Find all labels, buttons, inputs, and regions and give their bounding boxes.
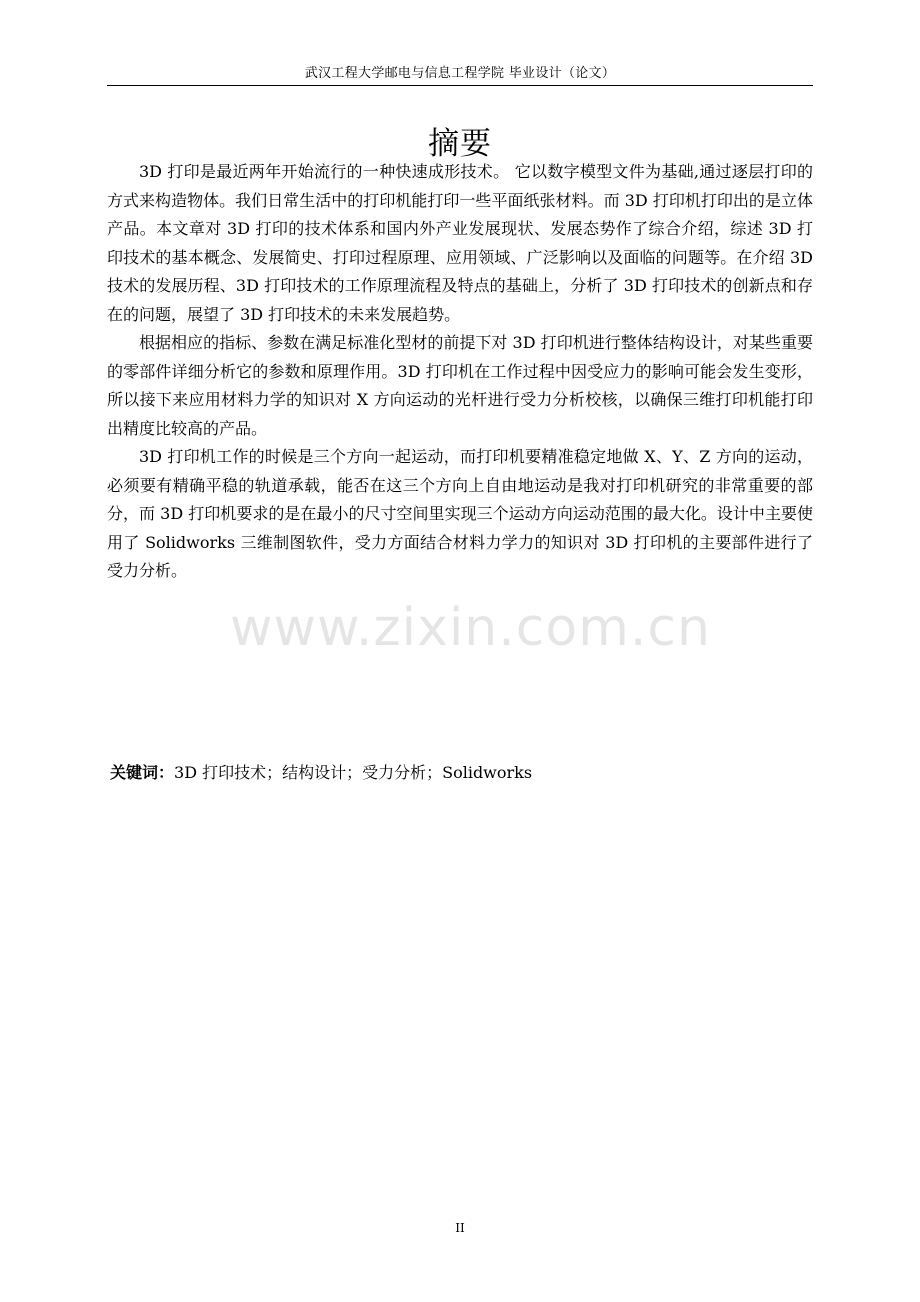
- page-header: [107, 60, 813, 86]
- abstract-paragraph-2: 根据相应的指标、参数在满足标准化型材的前提下对 3D 打印机进行整体结构设计，对某些重要的零部件详细分析它的参数和原理作用。3D 打印机在工作过程中因受应力的影响可能会发生变形，所以接下来应用材料力学的知识对 X 方向运动的光杆进行受力分析校核，以确保三维打印机能打印出精度比较高的产品。: [107, 333, 813, 438]
- page-number: II: [455, 1221, 465, 1235]
- header-text: 武汉工程大学邮电与信息工程学院 毕业设计（论文）: [304, 66, 616, 81]
- abstract-paragraph-1: 3D 打印是最近两年开始流行的一种快速成形技术。 它以数字模型文件为基础,通过逐层打印的方式来构造物体。我们日常生活中的打印机能打印一些平面纸张材料。而 3D 打印机打印出的是立体产品。本文章对 3D 打印的技术体系和国内外产业发展现状、发展态势作了综合介绍，综述 3D 打印技术的基本概念、发展简史、打印过程原理、应用领域、广泛影响以及面临的问题等。在介绍 3D 技术的发展历程、3D 打印技术的工作原理流程及特点的基础上，分析了 3D 打印技术的创新点和存在的问题，展望了 3D 打印技术的未来发展趋势。: [107, 162, 813, 324]
- watermark: www.zixin.com.cn: [230, 598, 711, 658]
- keywords-line: [110, 761, 532, 785]
- keywords-value: 3D 打印技术；结构设计；受力分析；Solidworks: [174, 763, 533, 782]
- abstract-paragraph-3: 3D 打印机工作的时候是三个方向一起运动，而打印机要精准稳定地做 X、Y、Z 方向的运动，必须要有精确平稳的轨道承载，能否在这三个方向上自由地运动是我对打印机研究的非常重要的部分，而 3D 打印机要求的是在最小的尺寸空间里实现三个运动方向运动范围的最大化。设计中主要使用了 Solidworks 三维制图软件，受力方面结合材料力学力的知识对 3D 打印机的主要部件进行了受力分析。: [107, 447, 813, 580]
- keywords-label: 关键词：: [110, 763, 175, 782]
- abstract-title: 摘要: [428, 126, 492, 162]
- abstract-body: [107, 158, 813, 586]
